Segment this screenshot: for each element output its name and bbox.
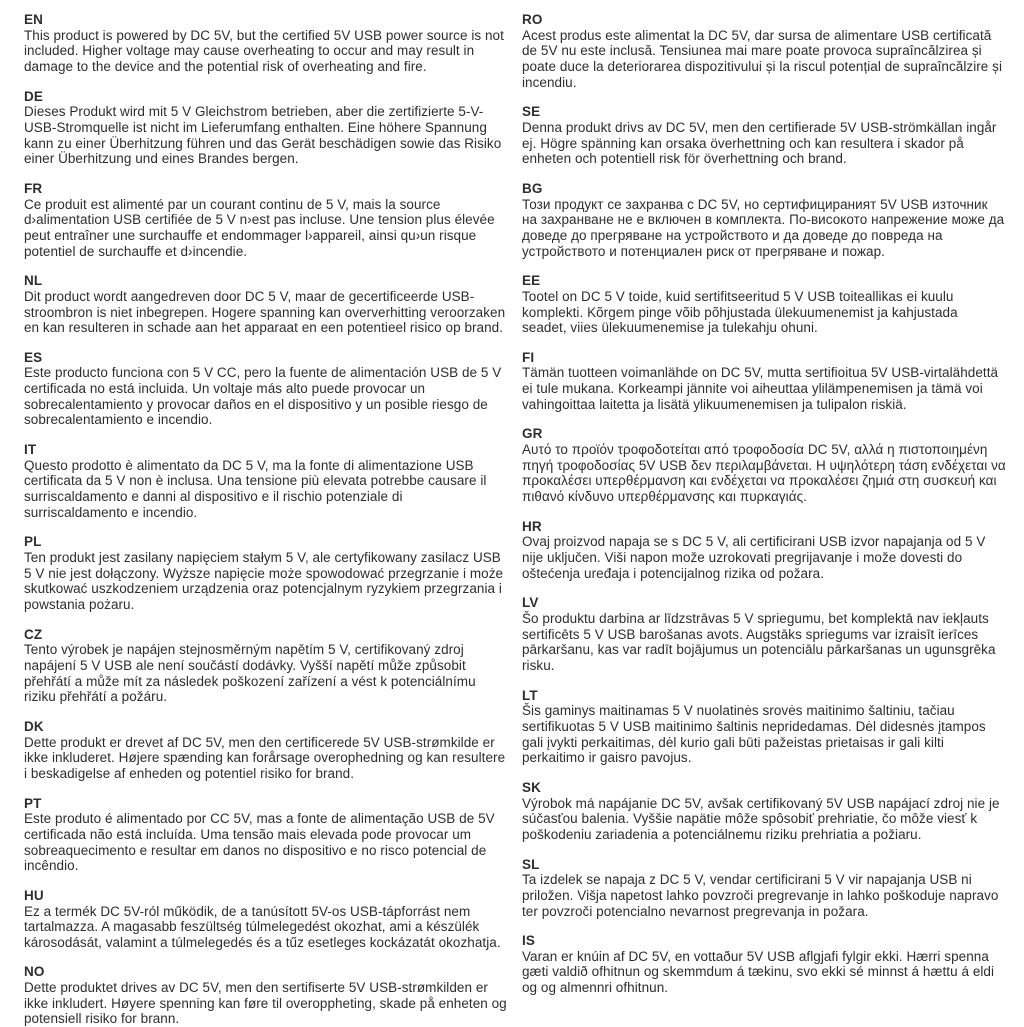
language-section: [24, 181, 508, 259]
language-paragraph: Tämän tuotteen voimanlähde on DC 5V, mutta sertifioitua 5V USB-virtalähdettä ei tule mukana. Korkeampi jännite voi aiheuttaa ylilämpenemisen ja tämä voi vahingoittaa laitetta ja lisätä ylikuumenemisen ja tulipalon riskiä.: [522, 365, 999, 412]
language-paragraph: Denna produkt drivs av DC 5V, men den certifierade 5V USB-strömkällan ingår ej. Högre spänning kan orsaka överhettning och kan resultera i skador på enheten och potentiell risk för överhettning och brand.: [522, 119, 997, 167]
language-section: [522, 350, 1006, 413]
language-section: [522, 181, 1006, 259]
language-code-label: SE: [522, 104, 541, 120]
language-section: [24, 12, 508, 75]
language-code-label: DK: [24, 718, 44, 734]
language-code-label: EN: [24, 12, 43, 27]
language-paragraph: Šis gaminys maitinamas 5 V nuolatinės srovės maitinimo šaltiniu, tačiau sertifikuotas 5 V USB maitinimo šaltinis nepridedamas. Dėl didesnės įtampos gali įvykti perkaitimas, dėl kurio gali būti pažeistas prietaisas ir gali kilti perkaitimo ir gaisro pavojus.: [522, 703, 986, 766]
language-code-label: BG: [522, 180, 543, 196]
language-section: [522, 780, 1006, 843]
language-paragraph: Dit product wordt aangedreven door DC 5 V, maar de gecertificeerde USB-stroombron is niet inbegrepen. Hogere spanning kan oververhitting veroorzaken en kan resulteren in schade aan het apparaat en een potentieel risico op brand.: [24, 288, 506, 336]
language-paragraph: Questo prodotto è alimentato da DC 5 V, ma la fonte di alimentazione USB certificata da 5 V non è inclusa. Una tensione più elevata potrebbe causare il surriscaldamento e danni al dispositivo e il rischio potenziale di surriscaldamento e incendio.: [24, 457, 487, 520]
left-column: [24, 12, 508, 1027]
language-section: [24, 442, 508, 520]
language-paragraph: Tootel on DC 5 V toide, kuid sertifitseeritud 5 V USB toiteallikas ei kuulu komplekti. Kõrgem pinge võib põhjustada ülekuumenemist ja kahjustada seadet, viies ülekuumenemise ja tulekahju ohuni.: [522, 288, 958, 336]
language-code-label: LT: [522, 687, 538, 703]
language-paragraph: Výrobok má napájanie DC 5V, avšak certifikovaný 5V USB napájací zdroj nie je súčasťou balenia. Vyššie napätie môže spôsobiť prehriatie, čo môže viesť k poškodeniu zariadenia a potenciálnemu riziku prehriatia a požiaru.: [522, 795, 1000, 842]
language-code-label: SK: [522, 779, 541, 795]
language-section: [522, 273, 1006, 336]
language-section: [24, 888, 508, 951]
language-paragraph: Ez a termék DC 5V-ról működik, de a tanúsított 5V-os USB-tápforrást nem tartalmazza. A magasabb feszültség túlmelegedést okozhat, ami a készülék károsodását, valamint a túlmelegedés és a tűz esetleges kockázatát okozhatja.: [24, 903, 501, 950]
language-section: [24, 273, 508, 336]
language-paragraph: Tento výrobek je napájen stejnosměrným napětím 5 V, certifikovaný zdroj napájení 5 V USB ale není součástí dodávky. Vyšší napětí může způsobit přehřátí a může mít za následek poškození zařízení a vést k potenciálnímu riziku přehřátí a požáru.: [24, 642, 476, 705]
language-code-label: NO: [24, 964, 45, 980]
language-section: [24, 627, 508, 705]
language-section: [522, 519, 1006, 582]
language-code-label: FI: [522, 349, 535, 365]
language-section: [24, 796, 508, 874]
language-code-label: IT: [24, 442, 37, 458]
language-section: [522, 857, 1006, 920]
language-paragraph: Този продукт се захранва с DC 5V, но сертифицираният 5V USB източник на захранване не е включен в комплекта. По-високото напрежение може да доведе до прегряване на устройството и да доведе до повреда на устройството и потенциален риск от прегряване и пожар.: [522, 196, 1005, 259]
language-section: [24, 89, 508, 167]
language-paragraph: This product is powered by DC 5V, but the certified 5V USB power source is not included. Higher voltage may cause overheating to occur and may result in damage to the device and the potential risk of overheating and fire.: [24, 27, 504, 74]
language-section: [522, 933, 1006, 996]
language-code-label: HU: [24, 887, 44, 903]
language-section: [522, 12, 1006, 90]
language-code-label: PT: [24, 795, 42, 811]
language-code-label: FR: [24, 180, 43, 196]
language-code-label: PL: [24, 534, 42, 550]
language-section: [24, 350, 508, 428]
right-column: [522, 12, 1006, 1014]
language-code-label: EE: [522, 273, 541, 289]
language-section: [522, 595, 1006, 673]
language-paragraph: Este producto funciona con 5 V CC, pero la fuente de alimentación USB de 5 V certificada no está incluida. Un voltaje más alto puede provocar un sobrecalentamiento y provocar daños en el dispositivo y un posible riesgo de sobrecalentamiento e incendio.: [24, 365, 502, 428]
language-code-label: LV: [522, 595, 539, 611]
language-paragraph: Dieses Produkt wird mit 5 V Gleichstrom betrieben, aber die zertifizierte 5-V-USB-Stromquelle ist nicht im Lieferumfang enthalten. Eine höhere Spannung kann zu einer Überhitzung führen und das Gerät beschädigen sowie das Risiko einer Überhitzung und eines Brandes bergen.: [24, 104, 502, 167]
language-paragraph: Ta izdelek se napaja z DC 5 V, vendar certificirani 5 V vir napajanja USB ni priložen. Višja napetost lahko povzroči pregrevanje in lahko poškoduje napravo ter povzroči potencialno nevarnost pregrevanja in požara.: [522, 872, 999, 919]
language-section: [522, 426, 1006, 504]
language-code-label: RO: [522, 12, 543, 27]
language-code-label: CZ: [24, 626, 43, 642]
language-paragraph: Acest produs este alimentat la DC 5V, dar sursa de alimentare USB certificată de 5V nu este inclusă. Tensiunea mai mare poate provoca supraîncălzirea și poate duce la deteriorarea dispozitivului și la riscul potențial de supraîncălzire și incendiu.: [522, 27, 1003, 90]
language-paragraph: Varan er knúin af DC 5V, en vottaður 5V USB aflgjafi fylgir ekki. Hærri spenna gæti valdið ofhitnun og skemmdum á tækinu, svo ekki sé minnst á hættu á eldi og og almennri ofhitnun.: [522, 948, 995, 996]
language-paragraph: Este produto é alimentado por CC 5V, mas a fonte de alimentação USB de 5V certificada não está incluída. Uma tensão mais elevada pode provocar um sobreaquecimento e resultar em danos no dispositivo e no risco potencial de incêndio.: [24, 811, 495, 874]
language-paragraph: Dette produkt er drevet af DC 5V, men den certificerede 5V USB-strømkilde er ikke inkluderet. Højere spænding kan forårsage overophedning og kan resultere i beskadigelse af enheden og potentiel risiko for brand.: [24, 734, 506, 781]
language-code-label: HR: [522, 518, 542, 534]
language-paragraph: Ten produkt jest zasilany napięciem stałym 5 V, ale certyfikowany zasilacz USB 5 V nie jest dołączony. Wyższe napięcie może spowodować przegrzanie i może skutkować uszkodzeniem urządzenia oraz potencjalnym ryzykiem przegrzania i powstania pożaru.: [24, 550, 504, 612]
language-paragraph: Αυτό το προϊόν τροφοδοτείται από τροφοδοσία DC 5V, αλλά η πιστοποιημένη πηγή τροφοδοσίας 5V USB δεν περιλαμβάνεται. Η υψηλότερη τάση ενδέχεται να προκαλέσει υπερθέρμανση και ενδέχεται να προκαλέσει ζημιά στη συσκευή και πιθανό κίνδυνο υπερθέρμανσης και πυρκαγιάς.: [522, 442, 1006, 505]
language-paragraph: Ce produit est alimenté par un courant continu de 5 V, mais la source d›alimentation USB certifiée de 5 V n›est pas incluse. Une tension plus élevée peut entraîner une surchauffe et endommager l›appareil, ainsi qu›un risque potentiel de surchauffe et d›incendie.: [24, 196, 495, 259]
language-paragraph: Ovaj proizvod napaja se s DC 5 V, ali certificirani USB izvor napajanja od 5 V nije uključen. Viši napon može uzrokovati pregrijavanje i može dovesti do oštećenja uređaja i potencijalnog rizika od požara.: [522, 534, 986, 581]
language-code-label: SL: [522, 856, 540, 872]
language-paragraph: Šo produktu darbina ar līdzstrāvas 5 V spriegumu, bet komplektā nav iekļauts sertificēts 5 V USB barošanas avots. Augstāks spriegums var izraisīt ierīces pārkaršanu, kas var radīt bojājumus un potenciālu pārkaršanas un ugunsgrēka risku.: [522, 611, 996, 673]
language-code-label: GR: [522, 426, 543, 442]
language-paragraph: Dette produktet drives av DC 5V, men den sertifiserte 5V USB-strømkilden er ikke inkludert. Høyere spenning kan føre til overoppheting, skade på enheten og potensiell risiko for brann.: [24, 980, 507, 1027]
language-code-label: ES: [24, 349, 43, 365]
language-section: [522, 688, 1006, 766]
language-code-label: DE: [24, 88, 43, 104]
language-section: [24, 964, 508, 1027]
language-section: [24, 534, 508, 612]
language-section: [24, 719, 508, 782]
language-section: [522, 104, 1006, 167]
language-code-label: IS: [522, 933, 535, 949]
language-code-label: NL: [24, 273, 43, 289]
